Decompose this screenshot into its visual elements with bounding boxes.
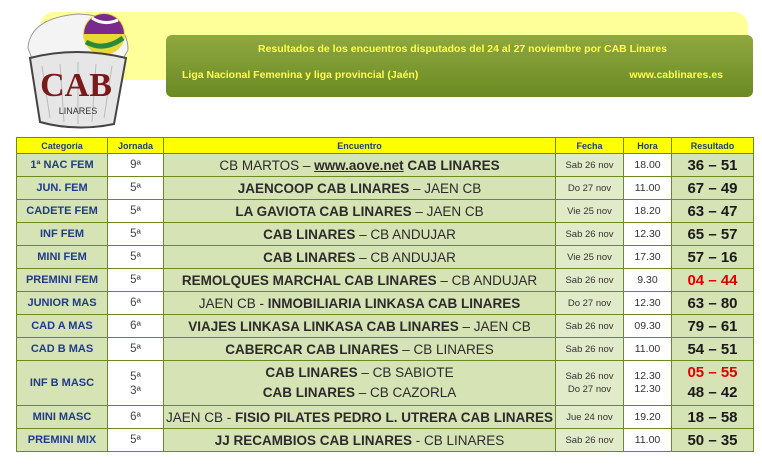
- match-cell: [164, 246, 556, 269]
- round-line: 3ª: [130, 385, 141, 397]
- match-cell: [164, 315, 556, 338]
- match-cell: [164, 361, 556, 406]
- time-cell: [624, 361, 672, 406]
- sponsor-link[interactable]: www.aove.net: [314, 157, 404, 173]
- logo-cab-text: CAB: [40, 67, 112, 104]
- category-cell: 1ª NAC FEM: [17, 154, 108, 177]
- category-cell: MINI MASC: [17, 406, 108, 429]
- header-green-banner: [166, 35, 753, 97]
- col-header-date: Fecha: [556, 138, 624, 154]
- round-line: 5ª: [130, 371, 141, 383]
- table-body: [17, 154, 754, 452]
- result-cell: 50 – 35: [672, 429, 754, 452]
- cab-linares-logo: [20, 6, 134, 130]
- match-cell: [164, 154, 556, 177]
- date-cell: Sab 26 nov: [556, 429, 624, 452]
- round-cell: 6ª: [108, 315, 164, 338]
- col-header-time: Hora: [624, 138, 672, 154]
- team-text: – CB ANDUJAR: [355, 226, 456, 242]
- result-cell: 63 – 80: [672, 292, 754, 315]
- date-cell: Sab 26 nov: [556, 338, 624, 361]
- col-header-result: Resultado: [672, 138, 754, 154]
- result-cell: [672, 361, 754, 406]
- col-header-match: Encuentro: [164, 138, 556, 154]
- match-line: [164, 383, 555, 403]
- date-cell: Sab 26 nov: [556, 315, 624, 338]
- date-cell: Jue 24 nov: [556, 406, 624, 429]
- team-text: – CB SABIOTE: [357, 365, 454, 380]
- match-line: [164, 363, 555, 383]
- team-text: - CB LINARES: [412, 432, 505, 448]
- round-cell: 5ª: [108, 223, 164, 246]
- time-cell: 19.20: [624, 406, 672, 429]
- round-cell: 5ª: [108, 429, 164, 452]
- category-cell: INF FEM: [17, 223, 108, 246]
- time-cell: 09.30: [624, 315, 672, 338]
- match-cell: [164, 429, 556, 452]
- team-bold-text: INMOBILIARIA LINKASA CAB LINARES: [267, 295, 521, 311]
- team-bold-text: FISIO PILATES PEDRO L. UTRERA CAB LINARES: [235, 409, 554, 425]
- date-cell: Do 27 nov: [556, 177, 624, 200]
- date-cell: Vie 25 nov: [556, 200, 624, 223]
- time-cell: 18.20: [624, 200, 672, 223]
- team-bold-text: CAB LINARES: [263, 226, 356, 242]
- team-text: JAEN CB -: [198, 295, 268, 311]
- time-cell: 11.00: [624, 338, 672, 361]
- match-cell: [164, 177, 556, 200]
- round-cell: 5ª: [108, 177, 164, 200]
- time-cell: 12.30: [624, 223, 672, 246]
- date-cell: [556, 361, 624, 406]
- table-row: [17, 361, 754, 406]
- date-cell: Sab 26 nov: [556, 223, 624, 246]
- date-line: Sab 26 nov: [565, 371, 614, 382]
- match-cell: [164, 269, 556, 292]
- match-cell: [164, 292, 556, 315]
- team-bold-text: CAB LINARES: [265, 365, 358, 380]
- logo-linares-text: LINARES: [58, 106, 98, 116]
- table-row: [17, 429, 754, 452]
- team-text: – CB ANDUJAR: [355, 249, 456, 265]
- team-text: CB MARTOS –: [219, 157, 315, 173]
- time-cell: 11.00: [624, 429, 672, 452]
- page-title: Resultados de los encuentros disputados del 24 al 27 noviembre por CAB Linares: [258, 43, 668, 55]
- team-bold-text: LA GAVIOTA CAB LINARES: [235, 203, 412, 219]
- result-cell: 04 – 44: [672, 269, 754, 292]
- date-cell: Do 27 nov: [556, 292, 624, 315]
- round-cell: 5ª: [108, 338, 164, 361]
- category-cell: PREMINI FEM: [17, 269, 108, 292]
- date-cell: Vie 25 nov: [556, 246, 624, 269]
- result-cell: 36 – 51: [672, 154, 754, 177]
- date-line: Do 27 nov: [567, 384, 612, 395]
- round-cell: 5ª: [108, 246, 164, 269]
- col-header-category: Categoría: [17, 138, 108, 154]
- col-header-round: Jornada: [108, 138, 164, 154]
- match-cell: [164, 200, 556, 223]
- result-cell: 65 – 57: [672, 223, 754, 246]
- time-line: 12.30: [634, 370, 661, 382]
- time-cell: 18.00: [624, 154, 672, 177]
- match-cell: [164, 338, 556, 361]
- team-text: – CB CAZORLA: [354, 385, 457, 400]
- date-cell: Sab 26 nov: [556, 269, 624, 292]
- table-row: [17, 154, 754, 177]
- league-subtitle: Liga Nacional Femenina y liga provincial (Jaén): [182, 69, 419, 81]
- round-cell: 5ª: [108, 200, 164, 223]
- table-row: [17, 292, 754, 315]
- time-cell: 11.00: [624, 177, 672, 200]
- table-row: [17, 406, 754, 429]
- team-bold-text: JJ RECAMBIOS CAB LINARES: [214, 432, 412, 448]
- result-line: 05 – 55: [687, 364, 738, 381]
- round-cell: 6ª: [108, 292, 164, 315]
- round-cell: 6ª: [108, 406, 164, 429]
- website-link[interactable]: www.cablinares.es: [629, 69, 723, 81]
- result-cell: 63 – 47: [672, 200, 754, 223]
- table-header-row: [17, 138, 754, 154]
- team-text: – JAEN CB: [458, 318, 531, 334]
- match-cell: [164, 223, 556, 246]
- team-bold-text: CAB LINARES: [262, 385, 355, 400]
- team-bold-text: CAB LINARES: [263, 249, 356, 265]
- result-cell: 18 – 58: [672, 406, 754, 429]
- category-cell: CADETE FEM: [17, 200, 108, 223]
- table-row: [17, 315, 754, 338]
- team-bold-text: JAENCOOP CAB LINARES: [237, 180, 410, 196]
- time-cell: 17.30: [624, 246, 672, 269]
- category-cell: JUNIOR MAS: [17, 292, 108, 315]
- time-cell: 9.30: [624, 269, 672, 292]
- table-row: [17, 223, 754, 246]
- match-cell: [164, 406, 556, 429]
- team-bold-text: REMOLQUES MARCHAL CAB LINARES: [181, 272, 437, 288]
- team-bold-text: CABERCAR CAB LINARES: [225, 341, 399, 357]
- team-bold-text: CAB LINARES: [403, 157, 500, 173]
- result-cell: 79 – 61: [672, 315, 754, 338]
- team-bold-text: VIAJES LINKASA LINKASA CAB LINARES: [188, 318, 459, 334]
- table-row: [17, 177, 754, 200]
- team-text: – JAEN CB: [411, 203, 484, 219]
- category-cell: PREMINI MIX: [17, 429, 108, 452]
- result-cell: 57 – 16: [672, 246, 754, 269]
- table-row: [17, 246, 754, 269]
- date-cell: Sab 26 nov: [556, 154, 624, 177]
- category-cell: INF B MASC: [17, 361, 108, 406]
- table-row: [17, 200, 754, 223]
- team-text: JAEN CB -: [165, 409, 235, 425]
- time-line: 12.30: [634, 383, 661, 395]
- results-table: [16, 137, 754, 452]
- round-cell: [108, 361, 164, 406]
- team-text: – JAEN CB: [409, 180, 482, 196]
- result-cell: 54 – 51: [672, 338, 754, 361]
- category-cell: CAD A MAS: [17, 315, 108, 338]
- result-cell: 67 – 49: [672, 177, 754, 200]
- table-row: [17, 338, 754, 361]
- team-text: – CB ANDUJAR: [436, 272, 538, 288]
- table-row: [17, 269, 754, 292]
- category-cell: JUN. FEM: [17, 177, 108, 200]
- round-cell: 9ª: [108, 154, 164, 177]
- category-cell: CAD B MAS: [17, 338, 108, 361]
- time-cell: 12.30: [624, 292, 672, 315]
- category-cell: MINI FEM: [17, 246, 108, 269]
- team-text: – CB LINARES: [398, 341, 494, 357]
- round-cell: 5ª: [108, 269, 164, 292]
- result-line: 48 – 42: [687, 384, 738, 401]
